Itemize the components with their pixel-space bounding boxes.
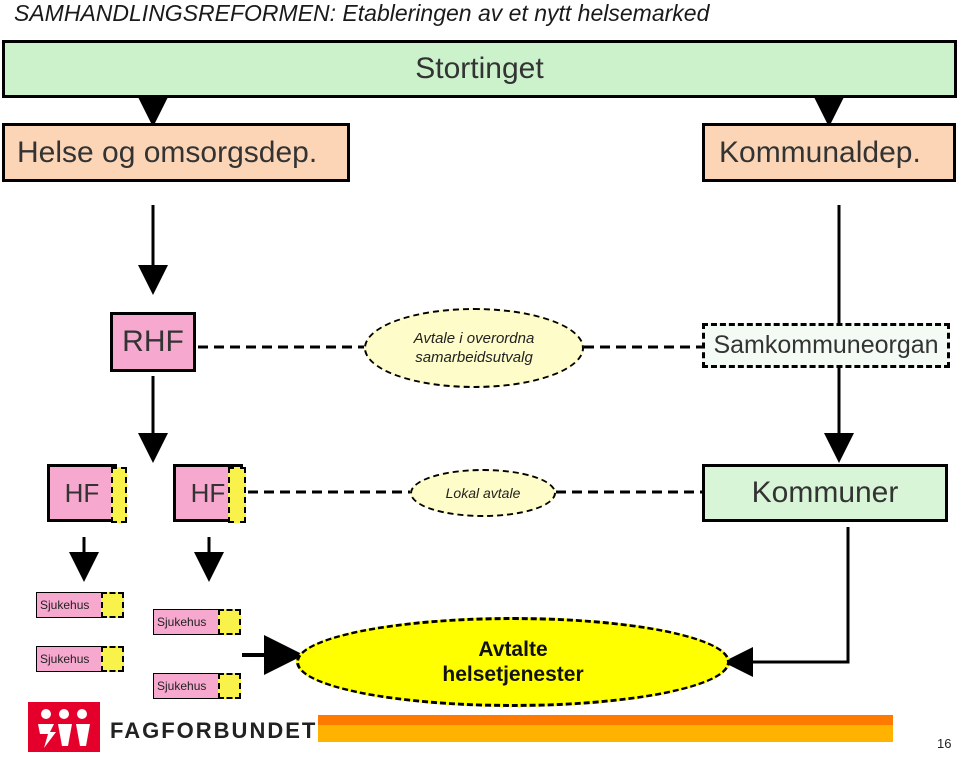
logo-figures-icon bbox=[28, 702, 100, 752]
sjukehus-2-tab bbox=[101, 646, 124, 672]
sjukehus-4-label: Sjukehus bbox=[157, 679, 207, 693]
sjukehus-1-label: Sjukehus bbox=[40, 598, 90, 612]
lokal-avtale-label: Lokal avtale bbox=[445, 484, 521, 501]
rhf-box bbox=[110, 312, 196, 372]
kommunal-label: Kommunaldep. bbox=[719, 135, 921, 169]
samkommune-box bbox=[702, 323, 950, 368]
sjukehus-2 bbox=[36, 646, 102, 672]
fagforbundet-logo bbox=[28, 702, 100, 752]
sjukehus-3 bbox=[153, 609, 219, 635]
kommuner-label: Kommuner bbox=[751, 476, 899, 509]
samkommune-label: Samkommuneorgan bbox=[713, 331, 939, 359]
arrow-kommuner-avtalte bbox=[738, 527, 848, 662]
avtalte-helsetjenester-ellipse bbox=[296, 617, 730, 707]
stortinget-label: Stortinget bbox=[415, 52, 544, 85]
sjukehus-2-label: Sjukehus bbox=[40, 652, 90, 666]
kommunal-box bbox=[702, 123, 956, 182]
lokal-avtale-ellipse bbox=[410, 469, 556, 517]
kommuner-box bbox=[702, 464, 948, 522]
brand-name: FAGFORBUNDET bbox=[110, 718, 318, 743]
helse-label: Helse og omsorgsdep. bbox=[17, 135, 318, 169]
footer-bar-yellow bbox=[318, 725, 893, 742]
hf2-label: HF bbox=[190, 477, 226, 508]
hf2-tab bbox=[228, 467, 246, 523]
slide-title: SAMHANDLINGSREFORMEN: Etableringen av et nytt helsemarked bbox=[14, 0, 710, 26]
avtalte-helsetjenester-label: Avtalte helsetjenester bbox=[442, 638, 584, 686]
sjukehus-4 bbox=[153, 673, 219, 699]
sjukehus-4-tab bbox=[218, 673, 241, 699]
sjukehus-1-tab bbox=[101, 592, 124, 618]
page-number: 16 bbox=[937, 736, 952, 751]
avtale-overordna-ellipse bbox=[364, 308, 584, 388]
stortinget-box bbox=[2, 40, 957, 98]
avtale-overordna-label: Avtale i overordna samarbeidsutvalg bbox=[413, 330, 535, 366]
hf1-box bbox=[47, 464, 117, 522]
helse-box bbox=[2, 123, 350, 182]
hf1-label: HF bbox=[64, 477, 100, 508]
footer-bar-orange bbox=[318, 715, 893, 725]
rhf-label: RHF bbox=[122, 325, 184, 358]
sjukehus-3-tab bbox=[218, 609, 241, 635]
hf1-tab bbox=[111, 467, 127, 523]
sjukehus-3-label: Sjukehus bbox=[157, 615, 207, 629]
sjukehus-1 bbox=[36, 592, 102, 618]
